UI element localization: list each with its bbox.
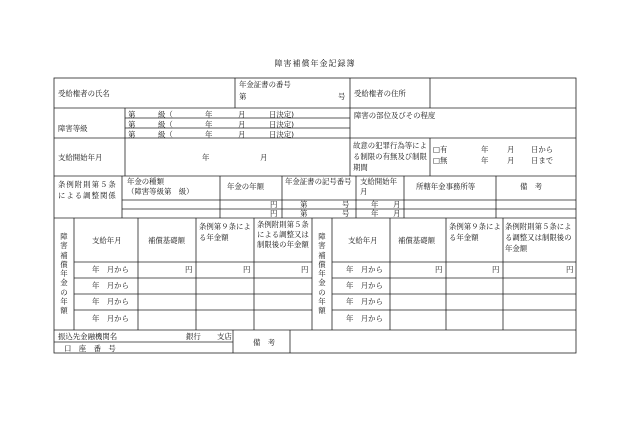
adjust-nen: 年 [371, 200, 379, 209]
injury-site-label: 障害の部位及びその程度 [354, 111, 436, 120]
ledger-col-base-right: 補償基礎額 [398, 236, 435, 245]
grade-tsuki: 月 [238, 130, 246, 139]
cert-dai: 第 [239, 92, 247, 101]
ledger-side-label-left: 障害補償年金の年額 [60, 232, 68, 316]
row-month: 年 月から [346, 265, 383, 274]
adjust-tsuki: 月 [393, 209, 401, 218]
ledger-side-label-right: 障害補償年金の年額 [318, 232, 326, 316]
grade-dai: 第 [128, 110, 136, 119]
row-month: 年 月から [92, 297, 129, 306]
adjust-nen: 年 [371, 209, 379, 218]
ledger-col-adj5-right: 条例附則第５条による調整又は制限後の年金額 [505, 222, 572, 253]
adjust-col-office: 所轄年金事務所等 [416, 182, 476, 191]
ledger-col-month: 支給年月 [92, 236, 122, 245]
recipient-name-label: 受給権者の氏名 [58, 89, 110, 98]
adjust-label: 条例附則第５条による調整関係 [58, 180, 117, 200]
bank-name-label: 振込先金融機関名 [58, 332, 118, 341]
row-yen: 円 [492, 265, 500, 274]
adjust-col-cert: 年金証書の記号番号 [285, 177, 352, 186]
recipient-address-label: 受給権者の住所 [354, 89, 406, 98]
restriction-no-checkbox[interactable]: □無 [433, 156, 448, 165]
grade-dai: 第 [128, 120, 136, 129]
cert-number-label: 年金証書の番号 [239, 80, 291, 89]
restriction-from-day: 日から [531, 145, 554, 154]
bank-suffix: 銀行 [186, 332, 201, 341]
row-yen: 円 [435, 265, 443, 274]
restriction-until-month: 月 [507, 156, 515, 165]
grade-hi: 日決定) [269, 110, 295, 119]
grade-hi: 日決定) [269, 130, 295, 139]
row-yen: 円 [243, 265, 251, 274]
adjust-dai: 第 [300, 200, 308, 209]
restriction-until-year: 年 [481, 156, 489, 165]
branch-suffix: 支店 [217, 332, 232, 341]
account-number-label: 口 座 番 号 [64, 344, 116, 353]
row-month: 年 月から [92, 265, 129, 274]
row-yen: 円 [566, 265, 574, 274]
payment-start-month: 月 [260, 153, 268, 162]
row-month: 年 月から [346, 297, 383, 306]
ledger-col-base: 補償基礎額 [148, 236, 185, 245]
row-month: 年 月から [92, 281, 129, 290]
page-title: 障害補償年金記録簿 [274, 59, 356, 68]
grade-kyu: 級（ [158, 110, 173, 119]
crime-restriction-label: 故意の犯罪行為等による制限の有無及び制限期間 [353, 141, 427, 172]
payment-start-label: 支給開始年月 [58, 153, 103, 162]
adjust-col-start: 支給開始年月 [360, 177, 397, 196]
grade-kyu: 級（ [158, 130, 173, 139]
grade-nen: 年 [205, 130, 213, 139]
ledger-col-adj5: 条例附則第５条による調整又は制限後の年金額 [257, 220, 309, 250]
adjust-go: 号 [342, 209, 350, 218]
adjust-yen: 円 [270, 200, 278, 209]
row-yen: 円 [185, 265, 193, 274]
adjust-col-amount: 年金の年額 [227, 182, 264, 191]
row-month: 年 月から [346, 314, 383, 323]
adjust-tsuki: 月 [393, 200, 401, 209]
grade-nen: 年 [205, 110, 213, 119]
ledger-col-art9-right: 条例第９条による年金額 [449, 222, 501, 242]
restriction-from-month: 月 [507, 145, 515, 154]
adjust-dai: 第 [300, 209, 308, 218]
adjust-go: 号 [342, 200, 350, 209]
grade-label: 障害等級 [58, 124, 88, 133]
grade-hi: 日決定) [269, 120, 295, 129]
cert-go: 号 [338, 92, 346, 101]
grade-kyu: 級（ [158, 120, 173, 129]
grade-tsuki: 月 [238, 120, 246, 129]
adjust-col-remarks: 備 考 [520, 182, 543, 191]
grade-dai: 第 [128, 130, 136, 139]
payment-start-year: 年 [202, 153, 210, 162]
ledger-col-month-right: 支給年月 [348, 236, 378, 245]
restriction-yes-checkbox[interactable]: □有 [433, 145, 448, 154]
grade-tsuki: 月 [238, 110, 246, 119]
bank-remarks-label: 備 考 [253, 338, 276, 347]
restriction-from-year: 年 [481, 145, 489, 154]
adjust-col-type: 年金の種類 （障害等級第 級） [127, 177, 194, 196]
grade-nen: 年 [205, 120, 213, 129]
ledger-col-art9: 条例第９条による年金額 [199, 222, 251, 242]
row-yen: 円 [301, 265, 309, 274]
adjust-yen: 円 [270, 209, 278, 218]
row-month: 年 月から [346, 281, 383, 290]
row-month: 年 月から [92, 314, 129, 323]
restriction-until-day: 日まで [531, 156, 554, 165]
